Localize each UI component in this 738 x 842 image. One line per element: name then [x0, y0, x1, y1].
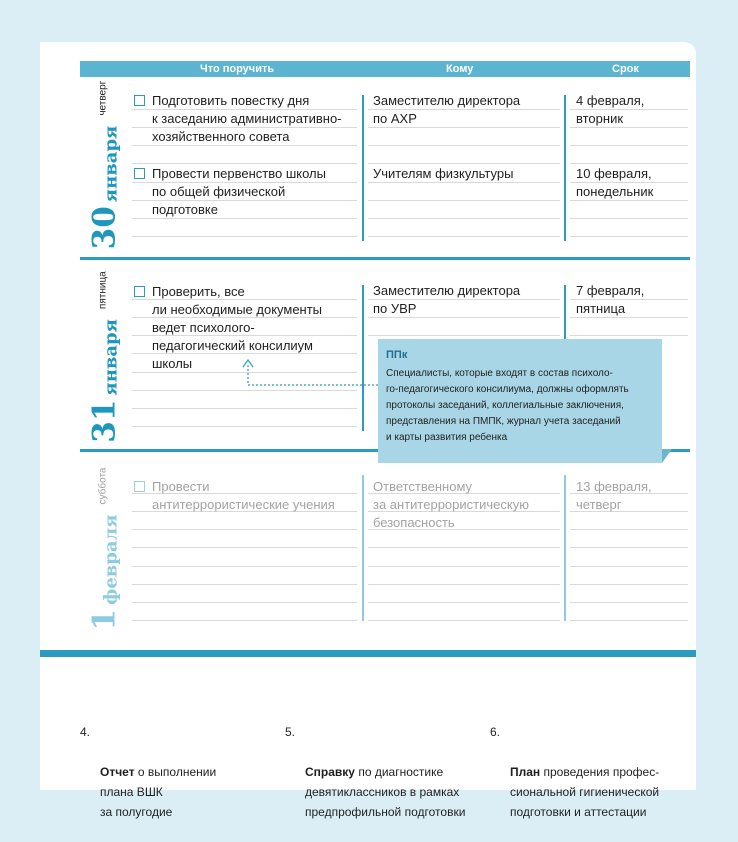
task-checkbox[interactable]	[134, 286, 145, 297]
task-deadline: 4 февраля, вторник	[576, 93, 645, 126]
footer-item-6: 6. План проведения профес- сиональной гигиенической подготовки и аттестации	[490, 725, 660, 819]
task-checkbox[interactable]	[134, 95, 145, 106]
task-whom: Ответственному за антитеррористическую безопасность	[373, 479, 529, 530]
day-label-31-january: 31 января пятница	[86, 271, 123, 443]
task-deadline: 10 февраля, понедельник	[576, 166, 654, 199]
ppk-note	[378, 339, 662, 463]
header-deadline: Срок	[612, 63, 639, 75]
divider	[362, 475, 364, 621]
task-text: Подготовить повестку дня к заседанию административно- хозяйственного совета	[152, 93, 342, 144]
header-whom: Кому	[446, 63, 474, 75]
note-title: ППк	[386, 349, 408, 361]
task-text: Провести первенство школы по общей физической подготовке	[152, 166, 326, 217]
note-pointer-arrow	[238, 358, 383, 392]
table-header	[80, 61, 690, 77]
note-body: Специалисты, которые входят в состав психоло- го-педагогического консилиума, должны оформлять протоколы заседаний, коллегиальные заключения, представления на ПМПК, журнал учета заседаний и карты развития ребенка	[386, 368, 629, 443]
bottom-band	[40, 650, 696, 657]
divider	[362, 95, 364, 241]
header-task: Что поручить	[200, 63, 275, 75]
task-text: Проверить, все ли необходимые документы ведет психолого- педагогический консилиум школы	[152, 284, 323, 371]
task-text: Провести антитеррористические учения	[152, 479, 335, 512]
task-deadline: 7 февраля, пятница	[576, 283, 645, 316]
task-whom: Учителям физкультуры	[373, 166, 514, 181]
section-separator	[80, 257, 690, 260]
task-deadline: 13 февраля, четверг	[576, 479, 652, 512]
task-whom: Заместителю директора по АХР	[373, 93, 521, 126]
task-whom: Заместителю директора по УВР	[373, 283, 521, 316]
task-checkbox[interactable]	[134, 481, 145, 492]
task-checkbox[interactable]	[134, 168, 145, 179]
footer-item-5: 5. Справку по диагностике девятиклассников в рамках предпрофильной подготовки	[285, 725, 466, 819]
divider	[564, 95, 566, 241]
divider	[564, 475, 566, 621]
footer-item-4: 4. Отчет о выполнении плана ВШК за полугодие	[80, 725, 217, 819]
day-label-1-february: 1 февраля суббота	[86, 467, 123, 631]
note-fold	[662, 449, 672, 463]
day-label-30-january: 30 января четверг	[86, 80, 123, 250]
